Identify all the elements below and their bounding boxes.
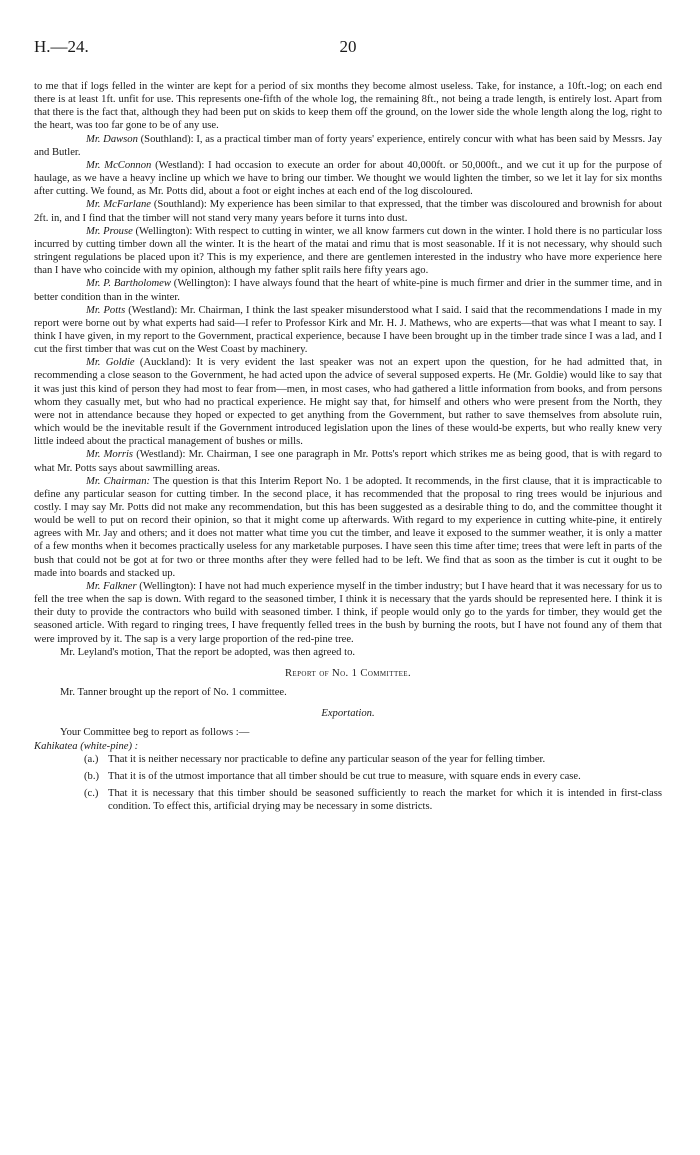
motion-paragraph: Mr. Leyland's motion, That the report be adopted, was then agreed to. xyxy=(60,646,356,658)
speech-paragraph xyxy=(34,475,662,580)
speech-text: The question is that this Interim Report No. 1 be adopted. It recommends, in the first clause, that it is impracticable to define any particular season for cutting timber. In the second place, it has recommended that the proposal to ring trees would be injurious and costly. I may say Mr. Potts did not make any recommendation, but this has been suggested as a desirable thing to do, and the committee thought it would be well to put on record their opinion, so that it might come up afterwards. With regard to my experience in cutting white-pine, it entirely agrees with Mr. Jay and others; and it does not matter what time you cut the timber, and leave it exposed to the summer weather, it is only a matter of a few months when it becomes practically useless for any marketable purposes. I have seen this time after time; trees that were left in parts of the bush that could not be got at for two or three months after they were felled had to be left. We find that as soon as the timber is cut it ought to be made into boards and stacked up. xyxy=(34,475,662,579)
speaker-name: Mr. McConnon xyxy=(86,159,152,171)
document-body xyxy=(34,80,662,813)
speech-paragraph xyxy=(34,198,662,224)
species-heading: Kahikatea (white-pine) : xyxy=(34,740,139,752)
speech-paragraph xyxy=(34,304,662,357)
item-text: That it is necessary that this timber should be seasoned sufficiently to reach the market for which it is intended in first-class condition. To effect this, artificial drying may be necessary in some districts. xyxy=(108,787,662,813)
item-text: That it is neither necessary nor practicable to define any particular season of the year for felling timber. xyxy=(108,753,546,765)
speech-text: With respect to cutting in winter, we all know farmers cut down in the winter. I hold there is no particular loss incurred by cutting timber down all the winter. It is the heart of the matai and rimu that is most seasonable. If it is not necessary, why should such stringent regulations be placed upon it? This is my experience, and there are gentlemen interested in the industry who have more experience here than I have who coincide with my opinion, although my father split rails here fifty years ago. xyxy=(34,225,662,277)
page-number: 20 xyxy=(339,37,357,56)
speech-text: I have always found that the heart of white-pine is much firmer and drier in the summer time, and in better condition than in the winter. xyxy=(34,278,663,303)
speech-text: I had occasion to execute an order for about 40,000ft. or 50,000ft., and we cut it up for the purpose of haulage, as we have a heavy incline up which we have to bring our timber. We thought we would lighten the timber, so we let it lay for six months after cutting. We found, as Mr. Potts did, about a foot or eight inches at each end of the log discoloured. xyxy=(34,159,663,198)
speaker-place: (Southland): xyxy=(151,199,210,211)
item-label: (c.) xyxy=(84,787,99,799)
speech-paragraph xyxy=(34,277,662,303)
speaker-place: (Wellington): xyxy=(132,225,195,237)
speech-text: It is very evident the last speaker was not an expert upon the question, for he had admitted that, in recommending a close season to the Government, he had acted upon the advice of several supposed experts. He (Mr. Goldie) would like to say that it was just this kind of person they had most to fear from—men, in most cases, who had gathered a little information from books, and from persons whom they casually met, but who had no practical experience. He might say that, for himself and others who were present from the North, they were not in attendance because they hoped or expected to get anything from the Government, but rather to save themselves from absolute ruin, which would be the inevitable result if the Government introduced legislation upon the lines of these would-be experts, but who really knew very little indeed about the practical management of bushes or mills. xyxy=(34,357,663,448)
recommendation-item xyxy=(84,753,662,766)
speaker-name: Mr. Chairman: xyxy=(86,475,151,487)
speech-paragraph xyxy=(34,225,662,278)
item-text: That it is of the utmost importance that all timber should be cut true to measure, with square ends in every case. xyxy=(108,770,581,782)
speaker-name: Mr. Prouse xyxy=(86,225,133,237)
speaker-place: (Auckland): xyxy=(134,357,197,369)
speaker-place: (Wellington): xyxy=(136,580,199,592)
speaker-name: Mr. Morris xyxy=(86,449,134,461)
item-label: (a.) xyxy=(84,753,99,765)
recommendation-item xyxy=(84,787,662,813)
speaker-place: (Westland): xyxy=(151,159,209,171)
speech-paragraph xyxy=(34,159,662,198)
committee-intro: Your Committee beg to report as follows :— xyxy=(60,727,250,739)
item-label: (b.) xyxy=(84,770,100,782)
speaker-name: Mr. Potts xyxy=(86,304,126,316)
opening-paragraph: to me that if logs felled in the winter are kept for a period of six months they become almost useless. Take, for instance, a 10ft.-log; on each end there is at least 1ft. unfit for use. This represents one-fifth of the whole log, the remaining 8ft., not being a trade length, is entirely lost. Apart from that there is the fact that, although they had been put on skids to keep them off the ground, on the lower side the whole length along the log, right to the heart, was too far gone to be of any use. xyxy=(34,81,662,132)
speech-text: I, as a practical timber man of forty years' experience, entirely concur with what has been said by Messrs. Jay and Butler. xyxy=(34,133,662,158)
speaker-place: (Westland): xyxy=(133,449,189,461)
recommendation-item xyxy=(84,770,662,783)
speaker-name: Mr. McFarlane xyxy=(86,199,151,211)
speaker-place: (Westland): xyxy=(125,304,181,316)
recommendation-list xyxy=(84,753,662,814)
speech-text: Mr. Chairman, I think the last speaker misunderstood what I said. I said that the recommendations I made in my report were borne out by what experts had said—I refer to Professor Kirk and Mr. H. J. Mathews, who are experts—that was what I meant to say. I think I have given, in my report to the Government, practical experience, because I have been brought up in the timber trade since I was a lad, and I cut the first timber that was cut on the West Coast by machinery. xyxy=(34,304,662,356)
page-header xyxy=(34,37,662,60)
speaker-name: Mr. P. Bartholomew xyxy=(86,278,171,290)
speech-paragraph xyxy=(34,356,662,448)
speech-paragraph xyxy=(34,448,662,474)
speaker-place: (Southland): xyxy=(137,133,197,145)
report-intro: Mr. Tanner brought up the report of No. 1 committee. xyxy=(60,687,287,699)
speaker-place: (Wellington): xyxy=(170,278,234,290)
speaker-name: Mr. Falkner xyxy=(86,580,137,592)
report-heading: Report of No. 1 Committee. xyxy=(284,667,412,679)
speech-paragraph xyxy=(34,133,662,159)
speaker-name: Mr. Dawson xyxy=(86,133,138,145)
speech-paragraph xyxy=(34,580,662,646)
document-code: H.—24. xyxy=(34,37,89,56)
speech-text: My experience has been similar to that expressed, that the timber was discoloured and brownish for about 2ft. in, and I find that the timber will not stand very many years before it turns into dust. xyxy=(34,199,663,224)
section-heading: Exportation. xyxy=(321,708,375,720)
speaker-name: Mr. Goldie xyxy=(86,357,135,369)
speeches xyxy=(34,133,662,646)
speech-text: Mr. Chairman, I see one paragraph in Mr. Potts's report which strikes me as being good, that is with regard to what Mr. Potts says about sawmilling areas. xyxy=(34,449,662,474)
speech-text: I have not had much experience myself in the timber industry; but I have heard that it was necessary for us to fell the tree when the sap is down. With regard to the seasoned timber, I think it is necessary that the yards should be represented here. I think it is their duty to provide the contractors who build with seasoned timber. I think, if people would only go to the yards for timber, they would get the seasoned article. With regard to ringing trees, I have frequently felled trees in the bush by burning the roots, but I have not found any of them that were improved by it. The sap is a very large proportion of the red-pine tree. xyxy=(34,580,663,645)
